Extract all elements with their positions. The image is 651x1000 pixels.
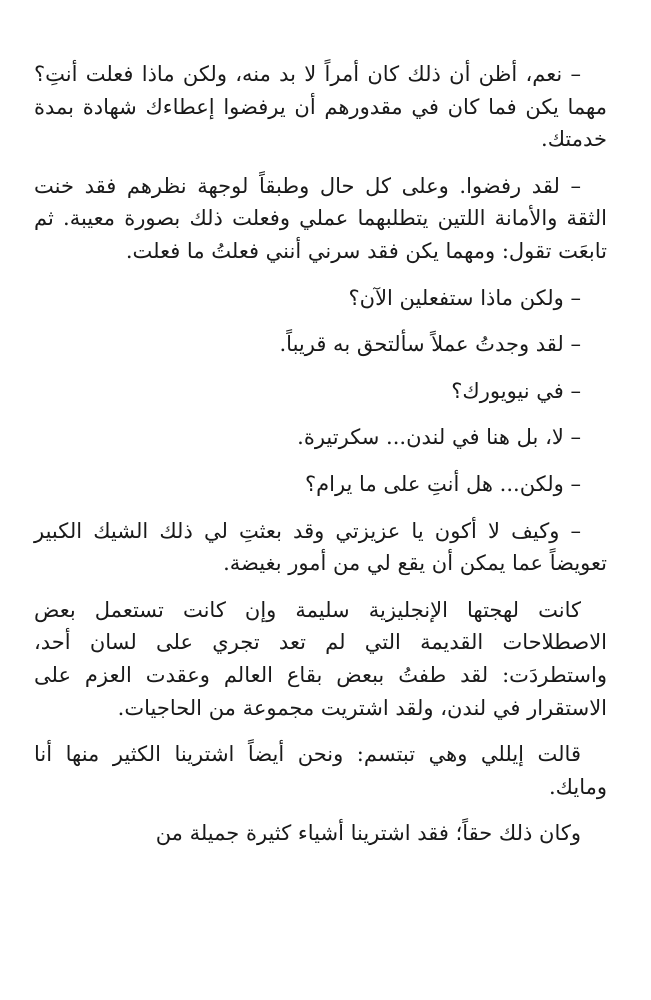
book-page xyxy=(34,58,607,864)
paragraph-10: قالت إيللي وهي تبتسم: ونحن أيضاً اشترينا الكثير منها أنا ومايك. xyxy=(34,742,607,799)
paragraph-7: – ولكن... هل أنتِ على ما يرام؟ xyxy=(304,471,581,496)
paragraph-2: – لقد رفضوا. وعلى كل حال وطبقاً لوجهة نظرهم فقد خنت الثقة والأمانة اللتين يتطلبهما عملي وفعلت ذلك بصورة معيبة. ثم تابعَت تقول: ومهما يكن فقد سرني أنني فعلتُ ما فعلت. xyxy=(34,173,607,263)
paragraph-4: – لقد وجدتُ عملاً سألتحق به قريباً. xyxy=(279,332,581,357)
paragraph-9: كانت لهجتها الإنجليزية سليمة وإن كانت تستعمل بعض الاصطلاحات القديمة التي لم تعد تجري على لسان أحد، واستطردَت: لقد طفتُ ببعض بقاع العالم وعقدت العزم على الاستقرار في لندن، ولقد اشتريت مجموعة من الحاجيات. xyxy=(34,597,607,720)
paragraph-1: – نعم، أظن أن ذلك كان أمراً لا بد منه، ولكن ماذا فعلت أنتِ؟ مهما يكن فما كان في مقدورهم أن يرفضوا إعطاءك شهادة بمدة خدمتك. xyxy=(34,62,607,152)
paragraph-8: – وكيف لا أكون يا عزيزتي وقد بعثتِ لي ذلك الشيك الكبير تعويضاً عما يمكن أن يقع لي من أمور بغيضة. xyxy=(34,518,607,576)
paragraph-11: وكان ذلك حقاً؛ فقد اشترينا أشياء كثيرة جميلة من xyxy=(155,821,581,846)
paragraph-3: – ولكن ماذا ستفعلين الآن؟ xyxy=(348,285,581,310)
paragraph-5: – في نيويورك؟ xyxy=(451,378,581,403)
paragraph-6: – لا، بل هنا في لندن... سكرتيرة. xyxy=(297,425,581,450)
